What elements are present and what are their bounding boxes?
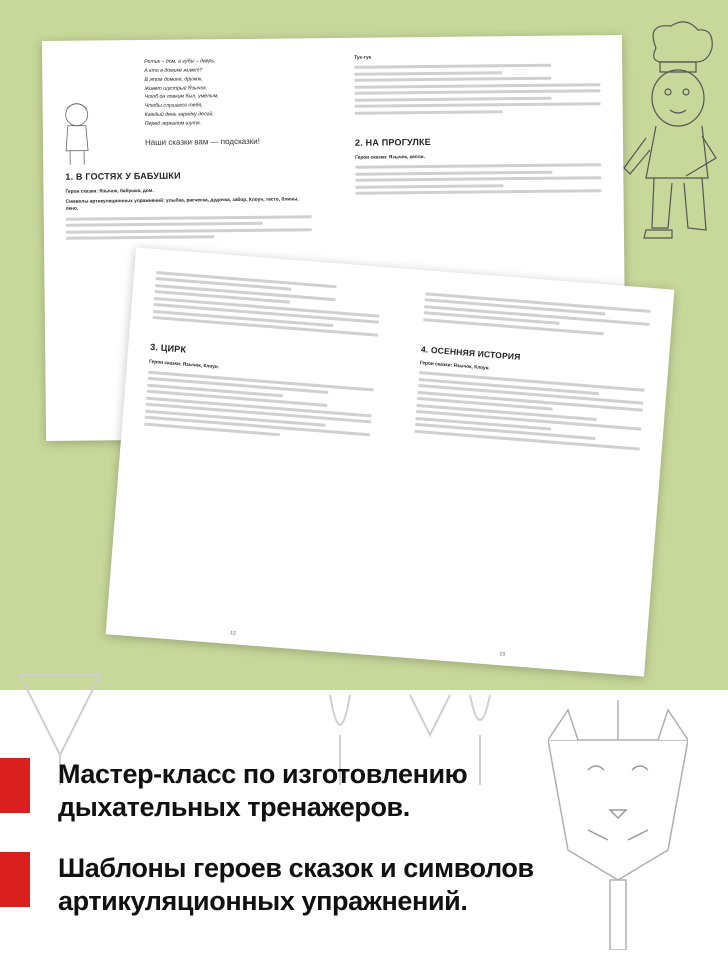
poem-line: А кто в домике живет? — [144, 67, 203, 74]
text-line — [355, 97, 552, 102]
page-number: 12 — [230, 630, 237, 637]
text-line — [355, 103, 601, 109]
heroes-line: Герои сказки: Язычок, бабушка, дом. — [65, 189, 154, 196]
poem-line: Ротик – дом, а губы – дверь, — [144, 58, 216, 65]
caption-line: Мастер-класс по изготовлению — [58, 759, 468, 789]
cat-template-illustration — [548, 700, 688, 950]
text-line — [354, 77, 551, 82]
feature-caption — [58, 758, 467, 824]
feature-caption — [58, 852, 534, 918]
heroes-line: Герои сказки: Язычок, капли. — [355, 155, 425, 161]
poem-line: В этом домике, дружок, — [144, 76, 203, 83]
text-line — [355, 164, 601, 170]
caption-line: Шаблоны героев сказок и символов — [58, 853, 534, 883]
section-heading: 1. В ГОСТЯХ У БАБУШКИ — [65, 170, 181, 183]
poem-line: Перед зеркалом шутя. — [144, 120, 202, 127]
text-line — [66, 228, 312, 234]
text-line — [355, 110, 503, 115]
section-heading: 3. ЦИРК — [149, 341, 187, 355]
caption-line: дыхательных тренажеров. — [58, 792, 410, 822]
text-line — [354, 71, 502, 76]
text-line — [355, 184, 503, 189]
heroes-line: Герои сказки: Язычок, Клоун. — [419, 360, 490, 372]
text-line — [66, 236, 214, 241]
page-right — [375, 269, 675, 677]
text-line — [355, 171, 552, 176]
child-illustration — [59, 99, 96, 169]
heroes-line: Герои сказки: Язычок, Клоун. — [148, 359, 220, 371]
poem-line: Живет шустрый Язычок. — [144, 84, 208, 92]
text-line — [354, 83, 600, 89]
text-line — [354, 90, 600, 96]
red-bullet-marker — [0, 852, 30, 907]
symbols-line: Символы артикуляционных упражнений: улыбка, расческа, дудочка, забор, Клоун, тесто, блины, окно. — [65, 197, 299, 213]
text-line — [354, 64, 551, 69]
section-heading: 4. ОСЕННЯЯ ИСТОРИЯ — [420, 343, 521, 362]
section-heading: 2. НА ПРОГУЛКЕ — [354, 136, 431, 148]
cook-character-illustration — [616, 18, 724, 248]
text-line — [355, 177, 601, 183]
rhyme-title: Тук-тук — [354, 55, 372, 61]
moral-line: Наши сказки вам — подсказки! — [144, 136, 260, 147]
page-number: 13 — [499, 651, 506, 658]
poem-line: Каждый день зарядку делай, — [144, 111, 214, 119]
page-left — [106, 247, 406, 655]
text-line — [66, 215, 312, 221]
book-spread-front — [106, 247, 675, 676]
caption-line: артикуляционных упражнений. — [58, 886, 468, 916]
red-bullet-marker — [0, 758, 30, 813]
poem — [144, 56, 311, 128]
poem-line: Чтоб он ловким был, умелым, — [144, 93, 219, 101]
text-line — [356, 190, 602, 196]
text-line — [66, 222, 263, 227]
poem-line: Чтобы слушался тебя, — [144, 102, 203, 110]
